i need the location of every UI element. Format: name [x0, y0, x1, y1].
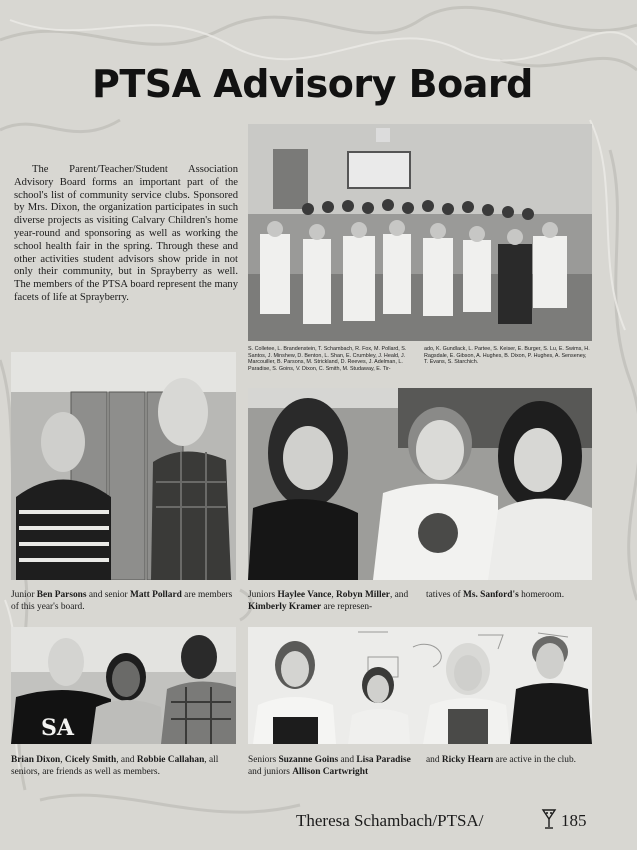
caption-photo-3-left: Juniors Haylee Vance, Robyn Miller, and Kimberly Kramer are represen- [248, 590, 409, 613]
photo-goins-paradise-cartwright-hearn [248, 627, 592, 744]
caption-photo-4: Brian Dixon, Cicely Smith, and Robbie Callahan, all seniors, are friends as well as members. [11, 755, 219, 778]
page-number: 185 [561, 811, 587, 830]
group-photo-ident-right: ado, K. Gundlack, L. Partee, S. Keiser, E. Burger, S. Lu, E. Swims, H. Ragsdale, E. Gibson, A. Hughes, B. Dixon, P. Hughes, A. Senseney, T. Evans, S. Starchich. [424, 346, 590, 366]
svg-text:SA: SA [41, 715, 74, 741]
footer-credit: Theresa Schambach/PTSA/ [296, 811, 484, 830]
caption-photo-2: Junior Ben Parsons and senior Matt Pollard are members of this year's board. [11, 590, 233, 613]
caption-photo-5-right: and Ricky Hearn are active in the club. [426, 755, 576, 765]
photo-dixon-smith-callahan [11, 627, 236, 744]
intro-paragraph: The Parent/Teacher/Student Association Advisory Board forms an important part of the school's list of community service clubs. Sponsored by Mrs. Dixon, the organization participates in such diverse projects as visiting Calvary Children's home year-round and sponsoring as well as working the school health fair in the spring. Through these and other activities student advisors show pride in not only their community, but in Sprayberry as well. The members of the PTSA board represent the many facets of life at Sprayberry. [14, 164, 238, 303]
group-photo-ident-left: S. Colletee, L. Brandenstein, T. Schambach, R. Fox, M. Pollard, S. Santos, J. Minshew, D. Benton, L. Shan, E. Crumbley, J. Heald, J. Marcouiller, B. Parsons, M. Strickland, D. Reeves, J. Adelman, L. Paradise, S. Goins, V. Dixon, C. Smith, M. Studaway, E. Tir- [248, 346, 407, 372]
photo-ben-parsons-matt-pollard [11, 352, 236, 580]
page-title: PTSA Advisory Board [92, 62, 533, 106]
photo-vance-miller-kramer [248, 388, 592, 580]
group-photo [248, 124, 592, 341]
caption-photo-3-right: tatives of Ms. Sanford's homeroom. [426, 590, 565, 600]
martini-glass-icon [541, 808, 557, 830]
caption-photo-5-left: Seniors Suzanne Goins and Lisa Paradise and juniors Allison Cartwright [248, 755, 411, 778]
